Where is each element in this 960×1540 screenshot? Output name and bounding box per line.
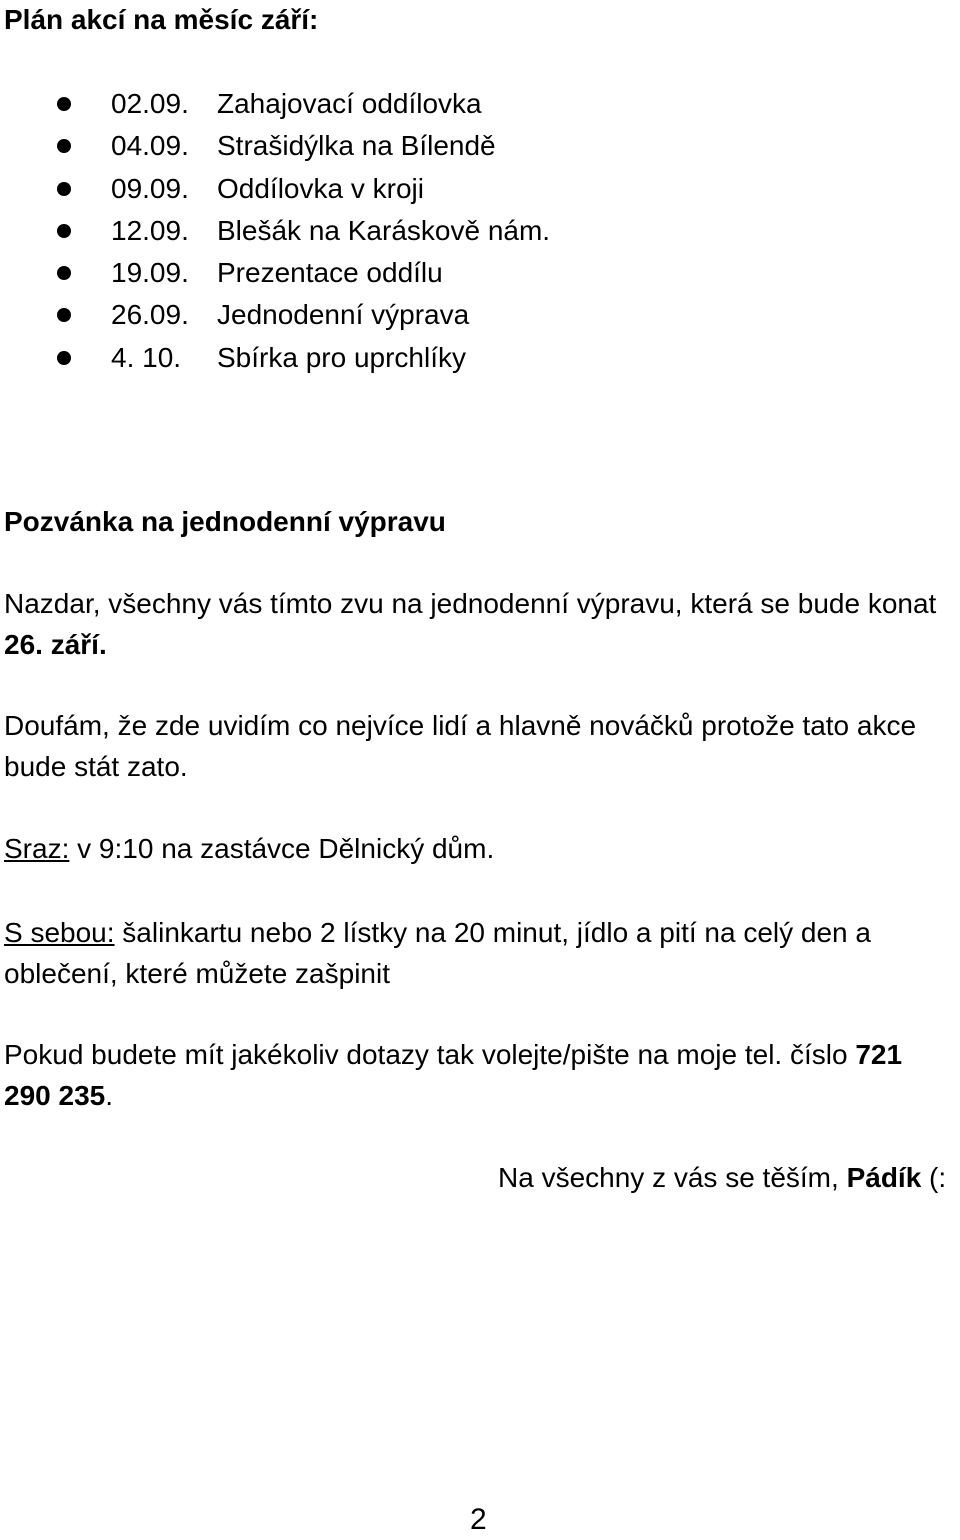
bullet-icon — [57, 351, 71, 365]
event-date: 02.09. — [111, 88, 189, 119]
event-name: Sbírka pro uprchlíky — [217, 341, 466, 373]
event-date: 09.09. — [111, 172, 189, 204]
event-date: 12.09. — [111, 214, 189, 246]
bring-paragraph — [4, 913, 954, 994]
bullet-icon — [57, 97, 71, 111]
invitation-heading: Pozvánka na jednodenní výpravu — [4, 506, 446, 537]
signoff-name: Pádík — [846, 1162, 922, 1193]
event-date: 4. 10. — [111, 341, 182, 373]
signoff — [498, 1158, 946, 1198]
signoff-smiley: (: — [921, 1162, 947, 1193]
bullet-icon — [57, 266, 71, 280]
meet-text: v 9:10 na zastávce Dělnický dům. — [69, 833, 495, 864]
intro-date: 26. září. — [4, 628, 107, 660]
page-title: Plán akcí na měsíc září: — [4, 4, 319, 35]
meet-paragraph — [4, 829, 954, 870]
event-name: Zahajovací oddílovka — [217, 88, 482, 119]
event-name: Blešák na Karáskově nám. — [217, 214, 551, 246]
page-number: 2 — [470, 1503, 487, 1536]
event-name: Prezentace oddílu — [217, 257, 443, 289]
event-date: 19.09. — [111, 257, 189, 289]
bring-label: S sebou: — [4, 917, 115, 948]
bullet-icon — [57, 182, 71, 196]
event-date: 04.09. — [111, 130, 189, 162]
bullet-icon — [57, 308, 71, 322]
contact-paragraph — [4, 1035, 954, 1116]
intro-paragraph — [4, 584, 954, 665]
bring-text: šalinkartu nebo 2 lístky na 20 minut, jídlo a pití na celý den a oblečení, které můžete zašpinit — [4, 917, 871, 989]
event-name: Oddílovka v kroji — [217, 172, 424, 204]
bullet-icon — [57, 139, 71, 153]
contact-end: . — [105, 1079, 113, 1111]
event-date: 26.09. — [111, 299, 189, 331]
contact-phone: 721 290 235 — [4, 1039, 903, 1111]
event-name: Strašidýlka na Bílendě — [217, 130, 496, 162]
meet-label: Sraz: — [4, 833, 70, 864]
signoff-text: Na všechny z vás se těším, — [498, 1162, 847, 1193]
event-name: Jednodenní výprava — [217, 299, 470, 331]
hope-paragraph: Doufám, že zde uvidím co nejvíce lidí a hlavně nováčků protože tato akce bude stát zato. — [4, 710, 917, 782]
contact-text: Pokud budete mít jakékoliv dotazy tak volejte/pište na moje tel. číslo — [4, 1039, 856, 1070]
bullet-icon — [57, 224, 71, 238]
intro-text: Nazdar, všechny vás tímto zvu na jednodenní výpravu, která se bude konat — [4, 588, 937, 619]
